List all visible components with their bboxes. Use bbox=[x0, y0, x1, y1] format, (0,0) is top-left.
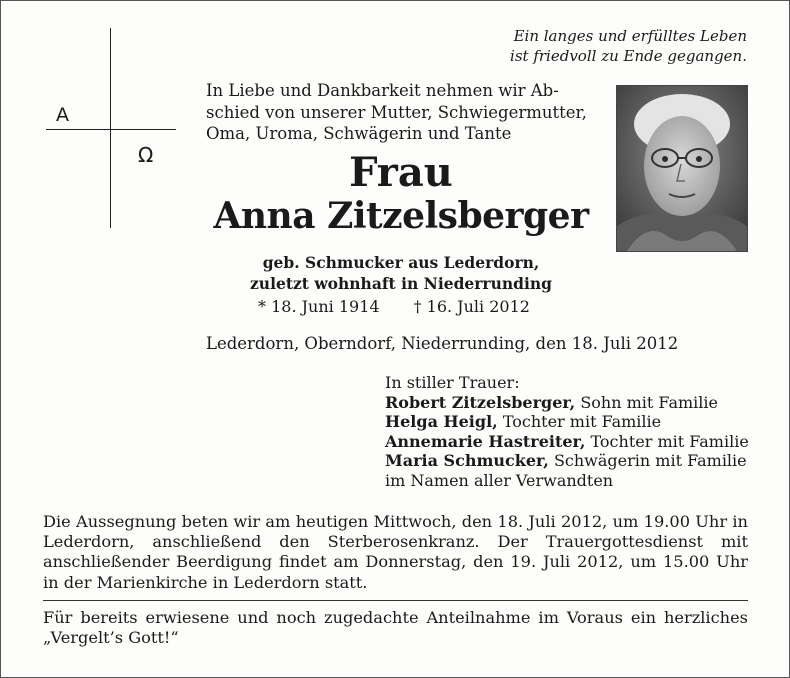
motto bbox=[510, 26, 747, 66]
mourner-name: Robert Zitzelsberger, bbox=[385, 392, 576, 412]
portrait-photo bbox=[616, 85, 748, 252]
cross-icon bbox=[110, 28, 111, 228]
intro-line: Oma, Uroma, Schwägerin und Tante bbox=[206, 124, 512, 143]
mourners-list bbox=[385, 373, 749, 491]
life-dates bbox=[258, 297, 530, 316]
alpha-symbol: A bbox=[56, 104, 69, 126]
mourner-name: Maria Schmucker, bbox=[385, 451, 549, 471]
mourner-relation: Tochter mit Familie bbox=[502, 412, 662, 432]
birth-date: * 18. Juni 1914 bbox=[258, 297, 380, 316]
mourners-heading: In stiller Trauer: bbox=[385, 373, 520, 392]
birth-line: geb. Schmucker aus Lederdorn, bbox=[262, 253, 540, 272]
mourners-closing: im Namen aller Verwandten bbox=[385, 470, 614, 490]
thanks-text: Für bereits erwiesene und noch zugedachte Anteilnahme im Voraus ein herzliches „Vergelt’s Gott!“ bbox=[43, 608, 748, 648]
service-text: Die Aussegnung beten wir am heutigen Mittwoch, den 18. Juli 2012, um 19.00 Uhr in Lederdorn, anschließend den Sterberosenkranz. Der Trauergottesdienst mit anschließender Beerdigung findet am Donnerstag, den 19. Juli 2012, um 15.00 Uhr in der Marienkirche in Lederdorn statt. bbox=[43, 512, 748, 592]
intro-line: In Liebe und Dankbarkeit nehmen wir Ab- bbox=[206, 81, 559, 100]
mourner-relation: Schwägerin mit Familie bbox=[553, 451, 747, 471]
portrait-image bbox=[617, 86, 747, 251]
mourner-relation: Sohn mit Familie bbox=[580, 392, 718, 412]
mourner-relation: Tochter mit Familie bbox=[590, 431, 749, 451]
motto-line: ist friedvoll zu Ende gegangen. bbox=[510, 47, 747, 65]
birth-info bbox=[206, 252, 596, 294]
deceased-name: Anna Zitzelsberger bbox=[213, 195, 589, 237]
honorific: Frau bbox=[349, 149, 453, 196]
omega-symbol: Ω bbox=[138, 143, 154, 167]
intro-line: schied von unserer Mutter, Schwiegermutter, bbox=[206, 102, 587, 122]
motto-line: Ein langes und erfülltes Leben bbox=[513, 27, 747, 45]
birth-line: zuletzt wohnhaft in Niederrunding bbox=[250, 274, 552, 293]
mourner-entry bbox=[385, 412, 749, 432]
mourner-entry bbox=[385, 393, 749, 413]
place-date: Lederdorn, Oberndorf, Niederrunding, den 18. Juli 2012 bbox=[206, 334, 679, 353]
mourner-entry bbox=[385, 451, 749, 471]
intro-text bbox=[206, 80, 596, 145]
cross-bar bbox=[46, 129, 176, 130]
mourner-entry bbox=[385, 432, 749, 452]
mourner-name: Helga Heigl, bbox=[385, 412, 498, 432]
divider bbox=[43, 600, 748, 601]
mourner-name: Annemarie Hastreiter, bbox=[385, 431, 586, 451]
death-date: † 16. Juli 2012 bbox=[413, 297, 530, 316]
